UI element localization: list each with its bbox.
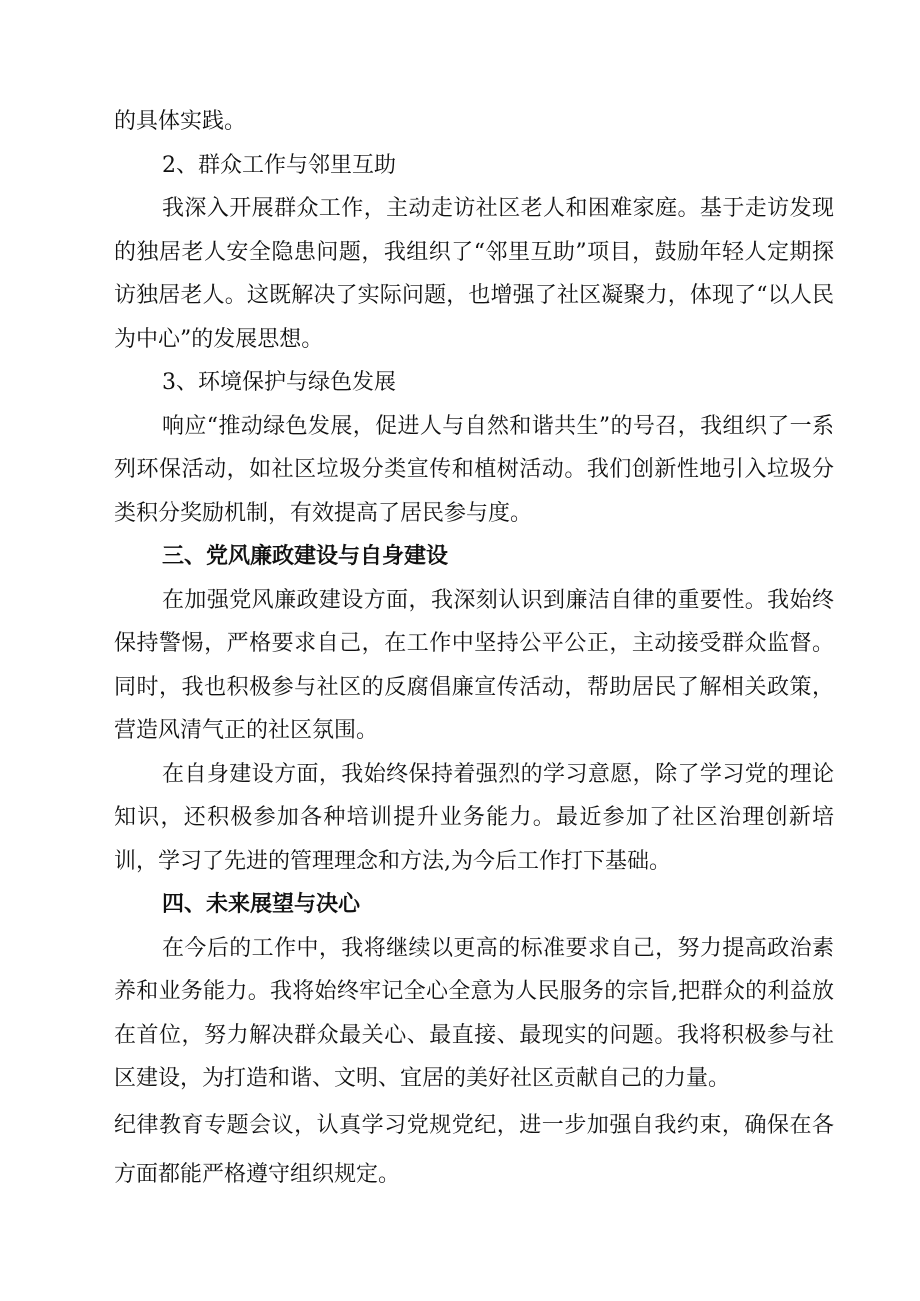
paragraph-green-development: 响应“推动绿色发展，促进人与自然和谐共生”的号召，我组织了一系列环保活动，如社区垃圾分类宣传和植树活动。我们创新性地引入垃圾分类积分奖励机制，有效提高了居民参与度。 bbox=[114, 413, 834, 526]
paragraph-mass-work: 我深入开展群众工作，主动走访社区老人和困难家庭。基于走访发现的独居老人安全隐患问题，我组织了“邻里互助”项目，鼓励年轻人定期探访独居老人。这既解决了实际问题，也增强了社区凝聚力，体现了“以人民为中心”的发展思想。 bbox=[114, 196, 834, 352]
paragraph-future: 在今后的工作中，我将继续以更高的标准要求自己，努力提高政治素养和业务能力。我将始终牢记全心全意为人民服务的宗旨,把群众的利益放在首位，努力解决群众最关心、最直接、最现实的问题。我将积极参与社区建设，为打造和谐、文明、宜居的美好社区贡献自己的力量。 bbox=[114, 935, 834, 1091]
paragraph-integrity: 在加强党风廉政建设方面，我深刻认识到廉洁自律的重要性。我始终保持警惕，严格要求自己，在工作中坚持公平公正，主动接受群众监督。同时，我也积极参与社区的反腐倡廉宣传活动，帮助居民了解相关政策，营造风清气正的社区氛围。 bbox=[114, 587, 834, 743]
section-heading-integrity: 三、党风廉政建设与自身建设 bbox=[162, 544, 449, 569]
subheading-mass-work: 2、群众工作与邻里互助 bbox=[162, 152, 396, 178]
section-heading-future: 四、未来展望与决心 bbox=[162, 892, 361, 917]
paragraph-self-building: 在自身建设方面，我始终保持着强烈的学习意愿，除了学习党的理论知识，还积极参加各种培训提升业务能力。最近参加了社区治理创新培训，学习了先进的管理理念和方法,为今后工作打下基础。 bbox=[114, 761, 834, 874]
paragraph-discipline-tail: 纪律教育专题会议，认真学习党规党纪，进一步加强自我约束，确保在各方面都能严格遵守组织规定。 bbox=[114, 1112, 834, 1187]
continuation-text: 的具体实践。 bbox=[114, 109, 247, 134]
document-body bbox=[114, 100, 834, 1199]
subheading-green-development: 3、环境保护与绿色发展 bbox=[162, 370, 396, 395]
